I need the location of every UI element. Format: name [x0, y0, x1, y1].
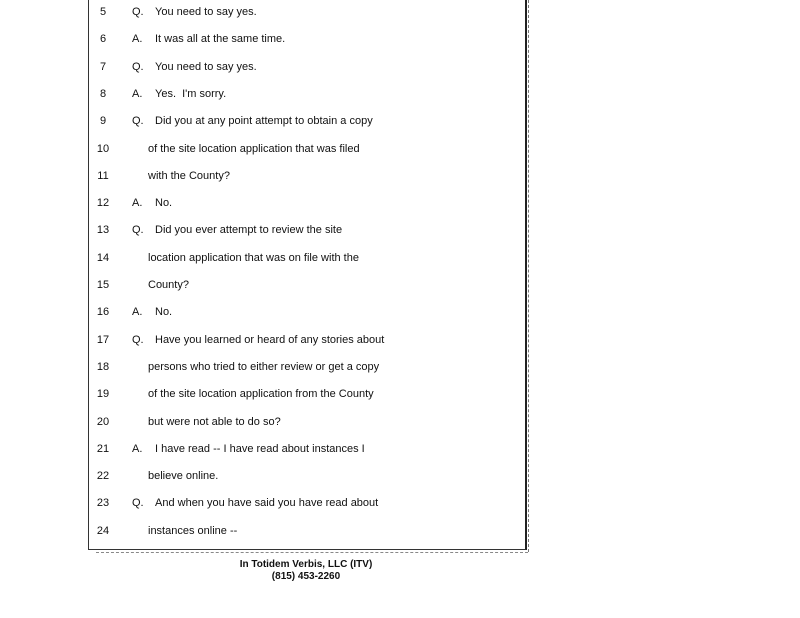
line-text: of the site location application that was filed	[148, 142, 360, 155]
line-number: 20	[96, 415, 110, 428]
line-number: 6	[99, 33, 107, 46]
line-text: persons who tried to either review or get a copy	[148, 360, 380, 373]
speaker-label: Q.	[132, 60, 144, 73]
line-text: believe online.	[148, 470, 219, 483]
line-number: 19	[96, 388, 110, 401]
speaker-label: A.	[132, 197, 143, 210]
speaker-label: A.	[132, 306, 143, 319]
line-text: location application that was on file with the	[148, 251, 359, 264]
speaker-label: A.	[132, 33, 143, 46]
speaker-label: Q.	[132, 115, 144, 128]
line-number: 8	[99, 87, 107, 100]
speaker-label: Q.	[132, 333, 144, 346]
line-number: 22	[96, 470, 110, 483]
line-text: Did you at any point attempt to obtain a copy	[155, 115, 373, 128]
line-number: 18	[96, 360, 110, 373]
line-text: You need to say yes.	[155, 6, 257, 18]
page-edge-right	[526, 0, 529, 552]
page-edge-bottom	[96, 550, 528, 553]
line-text: No.	[155, 306, 173, 319]
footer-phone: (815) 453-2260	[271, 571, 341, 582]
line-number: 21	[96, 442, 110, 455]
line-number: 10	[96, 142, 110, 155]
line-number: 5	[99, 6, 107, 18]
line-text: No.	[155, 197, 173, 210]
line-number: 23	[96, 497, 110, 510]
speaker-label: A.	[132, 87, 143, 100]
line-text: but were not able to do so?	[148, 415, 281, 428]
speaker-label: A.	[132, 442, 143, 455]
speaker-label: Q.	[132, 224, 144, 237]
line-text: with the County?	[148, 169, 230, 182]
speaker-label: Q.	[132, 6, 144, 18]
line-number: 17	[96, 333, 110, 346]
line-text: instances online --	[148, 524, 238, 537]
line-text: of the site location application from the County	[148, 388, 374, 401]
line-text: County?	[148, 279, 189, 291]
line-text: Have you learned or heard of any stories about	[155, 333, 385, 346]
line-number: 24	[96, 524, 110, 537]
line-number: 9	[99, 115, 107, 128]
line-text: And when you have said you have read about	[155, 497, 379, 510]
line-number: 15	[96, 279, 110, 291]
line-text: It was all at the same time.	[155, 33, 286, 46]
line-number: 11	[97, 169, 109, 182]
line-number: 7	[99, 60, 107, 73]
footer-company: In Totidem Verbis, LLC (ITV)	[239, 559, 373, 570]
line-number: 16	[96, 306, 110, 319]
line-number: 14	[96, 251, 110, 264]
line-number: 13	[96, 224, 110, 237]
speaker-label: Q.	[132, 497, 144, 510]
line-text: You need to say yes.	[155, 60, 257, 73]
line-text: Did you ever attempt to review the site	[155, 224, 343, 237]
line-text: Yes. I'm sorry.	[155, 87, 227, 100]
line-text: I have read -- I have read about instances I	[155, 442, 365, 455]
line-number: 12	[96, 197, 110, 210]
